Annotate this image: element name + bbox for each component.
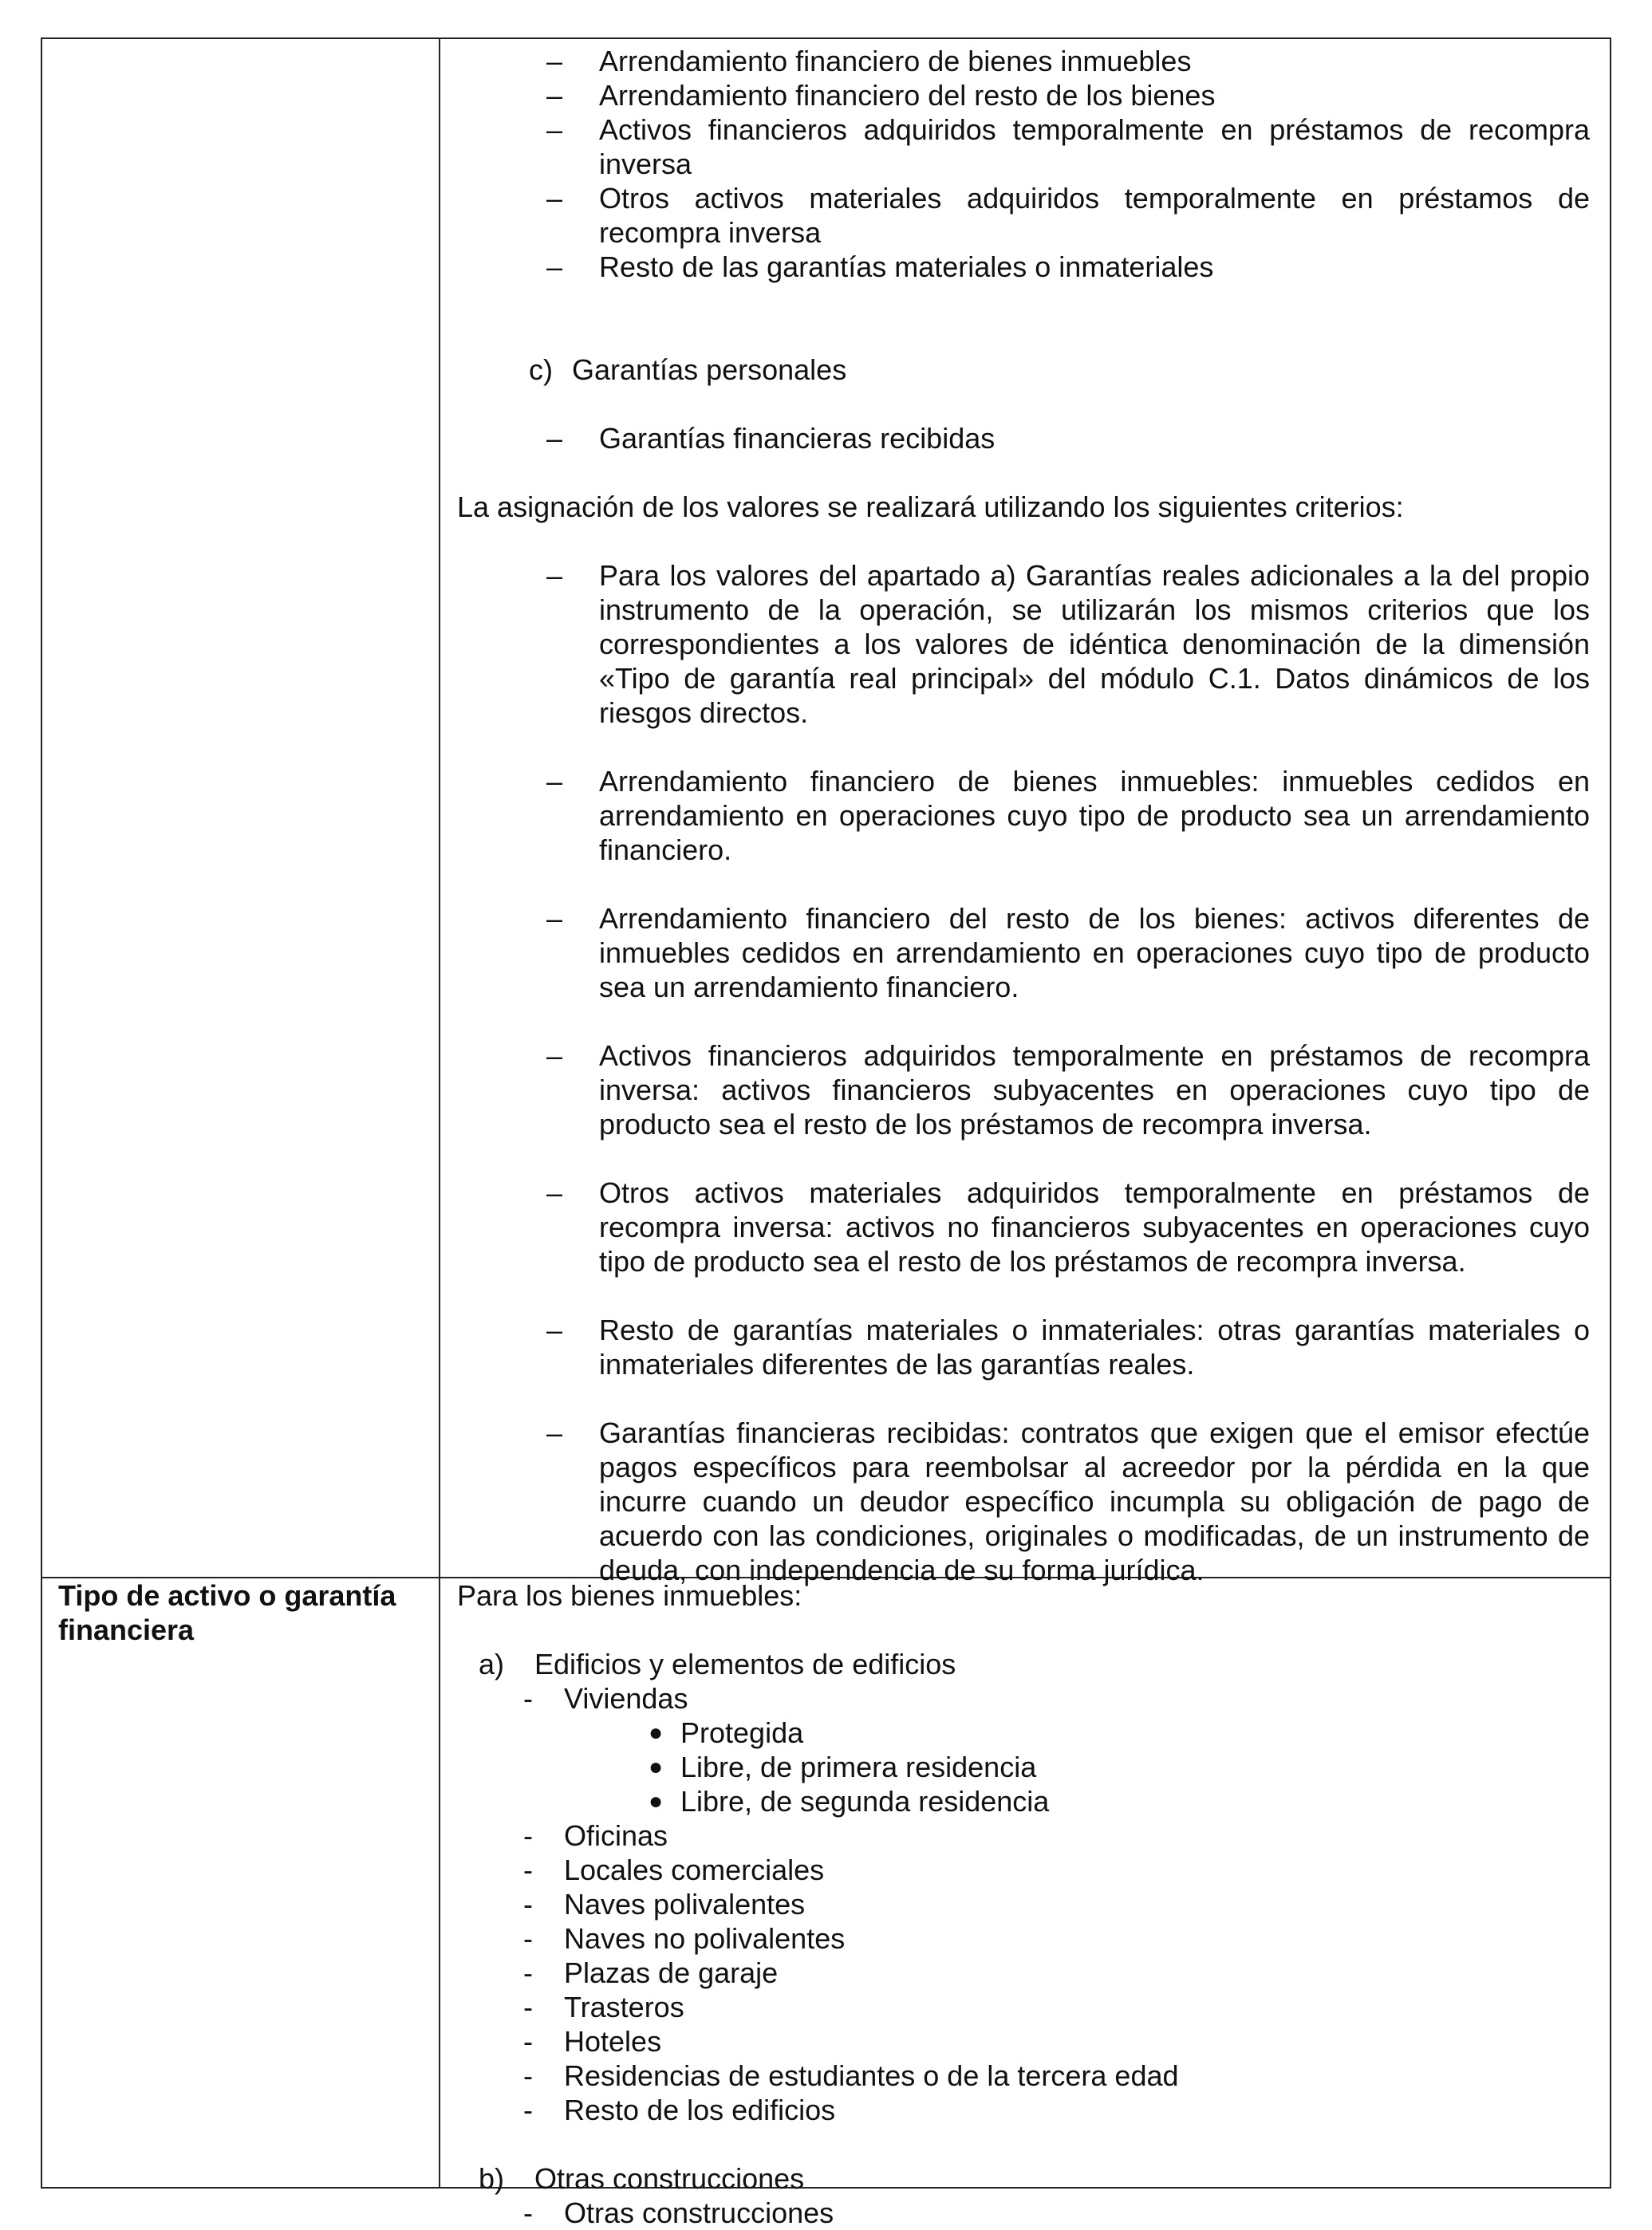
criteria-item <box>457 1416 1590 1587</box>
column-divider <box>439 39 440 2187</box>
building-type-item <box>457 1818 1590 1853</box>
dash-bullet: – <box>546 79 563 112</box>
list-item-text: Activos financieros adquiridos temporalmente en préstamos de recompra inversa <box>599 113 1590 180</box>
construction-type-item <box>457 2196 1590 2230</box>
collateral-list-item <box>457 112 1590 181</box>
document-table <box>41 37 1611 2229</box>
dash-bullet: – <box>546 559 563 592</box>
building-type-text: Naves no polivalentes <box>564 1922 846 1955</box>
criteria-text: Arrendamiento financiero de bienes inmuebles: inmuebles cedidos en arrendamiento en operaciones cuyo tipo de producto sea un arrendamiento financiero. <box>599 765 1590 866</box>
collateral-list-item <box>457 250 1590 284</box>
list-item-text: Resto de las garantías materiales o inmateriales <box>599 250 1214 283</box>
construction-type-text: Otras construcciones <box>564 2197 834 2229</box>
housing-type-text: Libre, de segunda residencia <box>680 1785 1050 1818</box>
section-a-label: a) <box>479 1648 505 1680</box>
building-type-text: Resto de los edificios <box>564 2094 836 2126</box>
list-item-text: Garantías financieras recibidas <box>599 422 996 455</box>
building-type-text: Locales comerciales <box>564 1854 825 1886</box>
criteria-item <box>457 901 1590 1004</box>
row1-content-cell <box>457 39 1590 1587</box>
housing-type-text: Protegida <box>680 1716 804 1749</box>
row2-content-cell <box>457 1578 1590 2230</box>
section-c-item <box>457 421 1590 455</box>
hyphen-bullet: - <box>523 1956 533 1989</box>
building-type-item <box>457 1956 1590 1990</box>
criteria-text: Resto de garantías materiales o inmateriales: otras garantías materiales o inmateriales diferentes de las garantías reales. <box>599 1314 1590 1381</box>
housing-type-item <box>457 1750 1590 1784</box>
section-a-title: Edificios y elementos de edificios <box>534 1648 956 1680</box>
hyphen-bullet: - <box>523 2025 533 2058</box>
building-type-item <box>457 2059 1590 2093</box>
section-a-heading <box>457 1647 1590 1681</box>
hyphen-bullet: - <box>523 1991 533 2023</box>
dash-bullet: – <box>546 1416 563 1449</box>
bullet-dot: ● <box>649 1788 664 1814</box>
dash-bullet: – <box>546 1314 563 1346</box>
criteria-item <box>457 1176 1590 1279</box>
row-label: Tipo de activo o garantía financiera <box>58 1579 396 1646</box>
building-type-item <box>457 1887 1590 1921</box>
building-type-item <box>457 1681 1590 1716</box>
hyphen-bullet: - <box>523 2197 533 2229</box>
collateral-list-item <box>457 78 1590 112</box>
dash-bullet: – <box>546 182 563 215</box>
building-type-item <box>457 1990 1590 2024</box>
section-c-label: c) <box>529 353 553 386</box>
criteria-text: Activos financieros adquiridos temporalmente en préstamos de recompra inversa: activos financieros subyacentes en operaciones cuyo tipo de producto sea el resto de los préstamos de recompra inversa. <box>599 1039 1590 1141</box>
hyphen-bullet: - <box>523 1922 533 1955</box>
criteria-item <box>457 558 1590 730</box>
list-item-text: Arrendamiento financiero del resto de los bienes <box>599 79 1216 112</box>
criteria-item <box>457 764 1590 867</box>
section-b-title: Otras construcciones <box>534 2162 805 2195</box>
criteria-text: Garantías financieras recibidas: contratos que exigen que el emisor efectúe pagos específicos para reembolsar al acreedor por la pérdida en la que incurre cuando un deudor específico incumpla su obligación de pago de acuerdo con las condiciones, originales o modificadas, de un instrumento de deuda, con independencia de su forma jurídica. <box>599 1416 1590 1586</box>
section-b-label: b) <box>479 2162 505 2195</box>
building-type-item <box>457 1921 1590 1956</box>
housing-type-item <box>457 1784 1590 1818</box>
building-type-text: Naves polivalentes <box>564 1888 806 1921</box>
housing-type-item <box>457 1716 1590 1750</box>
criteria-item <box>457 1313 1590 1381</box>
criteria-text: Otros activos materiales adquiridos temporalmente en préstamos de recompra inversa: activos no financieros subyacentes en operaciones cuyo tipo de producto sea el resto de los préstamos de recompra inversa. <box>599 1176 1590 1278</box>
building-type-text: Trasteros <box>564 1991 684 2023</box>
list-item-text: Arrendamiento financiero de bienes inmuebles <box>599 45 1192 77</box>
dash-bullet: – <box>546 765 563 798</box>
criteria-text: Para los valores del apartado a) Garantías reales adicionales a la del propio instrumento de la operación, se utilizarán los mismos criterios que los correspondientes a los valores de idéntica denominación de la dimensión «Tipo de garantía real principal» del módulo C.1. Datos dinámicos de los riesgos directos. <box>599 559 1590 729</box>
housing-type-text: Libre, de primera residencia <box>680 1751 1037 1783</box>
bullet-dot: ● <box>649 1720 664 1746</box>
criteria-text: Arrendamiento financiero del resto de los bienes: activos diferentes de inmuebles cedidos en arrendamiento en operaciones cuyo tipo de producto sea un arrendamiento financiero. <box>599 902 1590 1003</box>
building-type-text: Oficinas <box>564 1819 668 1852</box>
collateral-list-item <box>457 44 1590 78</box>
row2-label-cell <box>58 1578 433 1647</box>
building-type-text: Plazas de garaje <box>564 1956 779 1989</box>
bullet-dot: ● <box>649 1754 664 1780</box>
dash-bullet: – <box>546 1176 563 1209</box>
section-c-heading <box>457 353 1590 387</box>
building-type-text: Hoteles <box>564 2025 662 2058</box>
building-type-text: Viviendas <box>564 1682 688 1715</box>
building-type-text: Residencias de estudiantes o de la tercera edad <box>564 2059 1179 2092</box>
hyphen-bullet: - <box>523 2059 533 2092</box>
dash-bullet: – <box>546 422 563 455</box>
section-c-title: Garantías personales <box>572 353 847 386</box>
dash-bullet: – <box>546 902 563 935</box>
dash-bullet: – <box>546 45 563 77</box>
dash-bullet: – <box>546 113 563 146</box>
criteria-item <box>457 1038 1590 1141</box>
building-type-item <box>457 2093 1590 2127</box>
collateral-list-item <box>457 181 1590 250</box>
building-type-item <box>457 1853 1590 1887</box>
hyphen-bullet: - <box>523 1888 533 1921</box>
criteria-intro: La asignación de los valores se realizará utilizando los siguientes criterios: <box>457 491 1404 523</box>
hyphen-bullet: - <box>523 1682 533 1715</box>
building-type-item <box>457 2024 1590 2059</box>
list-item-text: Otros activos materiales adquiridos temporalmente en préstamos de recompra inversa <box>599 182 1590 249</box>
hyphen-bullet: - <box>523 2094 533 2126</box>
hyphen-bullet: - <box>523 1819 533 1852</box>
dash-bullet: – <box>546 250 563 283</box>
property-intro: Para los bienes inmuebles: <box>457 1579 802 1612</box>
hyphen-bullet: - <box>523 1854 533 1886</box>
dash-bullet: – <box>546 1039 563 1072</box>
section-b-heading <box>457 2161 1590 2196</box>
